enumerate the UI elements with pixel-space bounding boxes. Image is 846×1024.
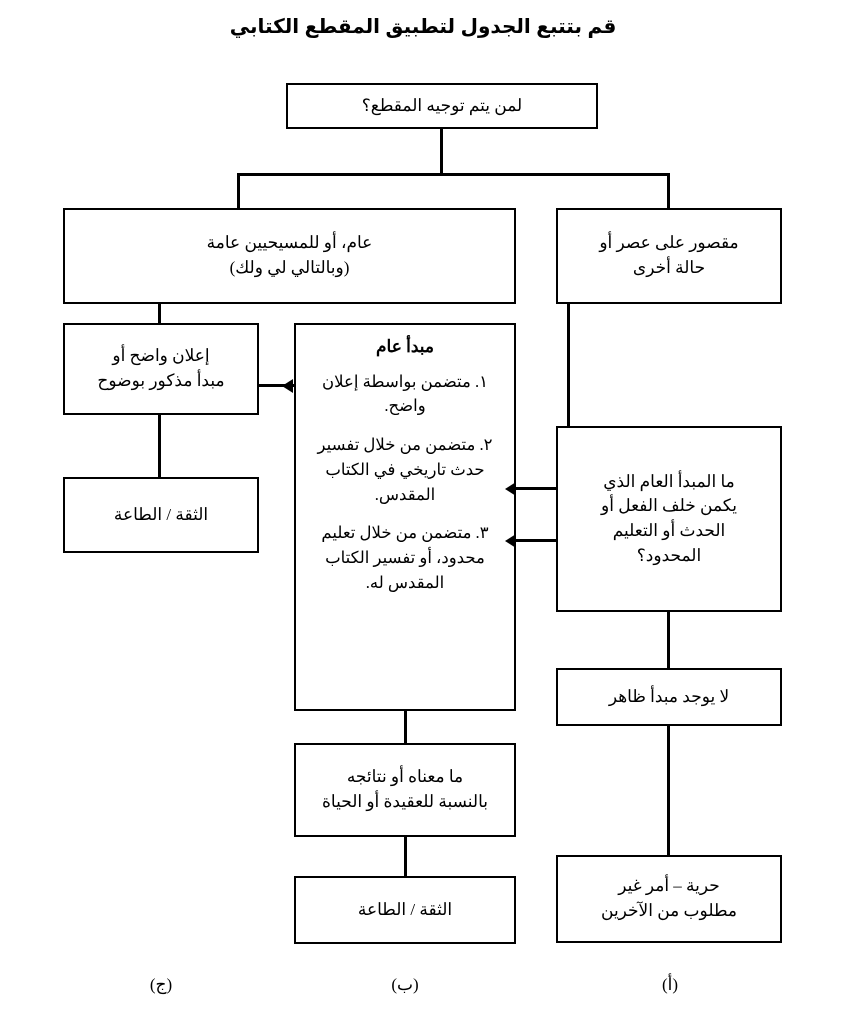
node-no-principle — [556, 668, 782, 726]
node-clear-declaration — [63, 323, 259, 415]
node-clear-declaration-line2: مبدأ مذكور بوضوح — [97, 371, 225, 390]
node-general-audience-line1: عام، أو للمسيحيين عامة — [206, 233, 373, 253]
node-general-principle-item-2: ٢. متضمن من خلال تفسير حدث تاريخي في الكتاب المقدس. — [317, 435, 493, 504]
node-meaning — [294, 743, 516, 837]
connector-top-left-drop — [237, 173, 240, 210]
caption-c: (ج) — [149, 975, 173, 994]
node-what-principle-line1: ما المبدأ العام الذي — [603, 471, 735, 491]
node-obedience-left-label: الثقة / الطاعة — [113, 504, 209, 524]
connector-general-to-declaration — [158, 304, 161, 324]
node-question-top — [286, 83, 598, 129]
connector-no-principle-to-freedom — [667, 726, 670, 856]
connector-question-to-no-principle — [667, 612, 670, 669]
page-title: قم بتتبع الجدول لتطبيق المقطع الكتابي — [229, 16, 617, 38]
connector-question-to-principle-lower — [516, 539, 560, 542]
node-limited-context-line1: مقصور على عصر أو — [599, 233, 739, 253]
arrowhead-question-to-principle-upper — [505, 482, 516, 496]
arrowhead-question-to-principle-lower — [505, 534, 516, 548]
connector-top-right-drop — [667, 173, 670, 210]
node-clear-declaration-line1: إعلان واضح أو — [112, 346, 210, 366]
node-limited-context — [556, 208, 782, 304]
connector-declaration-to-obedience — [158, 415, 161, 478]
node-meaning-line2: بالنسبة للعقيدة أو الحياة — [322, 792, 488, 811]
node-obedience-mid — [294, 876, 516, 944]
node-meaning-line1: ما معناه أو نتائجه — [346, 767, 464, 787]
node-limited-context-line2: حالة أخرى — [632, 258, 706, 277]
node-general-principle-item-3: ٣. متضمن من خلال تعليم محدود، أو تفسير الكتاب المقدس له. — [321, 523, 489, 592]
node-what-principle-line4: المحدود؟ — [636, 545, 702, 565]
node-what-principle — [556, 426, 782, 612]
node-what-principle-line2: يكمن خلف الفعل أو — [601, 496, 737, 516]
connector-meaning-to-obedience — [404, 837, 407, 877]
node-obedience-mid-label: الثقة / الطاعة — [357, 899, 453, 919]
node-freedom-line1: حرية – أمر غير — [618, 876, 720, 896]
connector-top-horizontal — [237, 173, 670, 176]
node-general-principle — [294, 323, 516, 711]
connector-limited-to-question — [567, 304, 570, 427]
connector-principle-to-meaning — [404, 711, 407, 744]
caption-a: (أ) — [661, 975, 679, 994]
node-general-audience-line2: (وبالتالي لي ولك) — [229, 258, 350, 277]
node-obedience-left — [63, 477, 259, 553]
node-general-audience — [63, 208, 516, 304]
node-no-principle-label: لا يوجد مبدأ ظاهر — [608, 686, 730, 706]
node-question-top-label: لمن يتم توجيه المقطع؟ — [361, 95, 523, 115]
node-what-principle-line3: الحدث أو التعليم — [612, 521, 726, 540]
node-general-principle-item-1: ١. متضمن بواسطة إعلان واضح. — [322, 371, 488, 416]
connector-top-stem — [440, 129, 443, 175]
connector-question-to-principle-upper — [516, 487, 560, 490]
caption-b: (ب) — [391, 975, 419, 994]
node-freedom — [556, 855, 782, 943]
node-freedom-line2: مطلوب من الآخرين — [601, 901, 737, 920]
arrowhead-declaration-to-principle — [282, 379, 293, 393]
node-general-principle-head: مبدأ عام — [376, 337, 434, 356]
